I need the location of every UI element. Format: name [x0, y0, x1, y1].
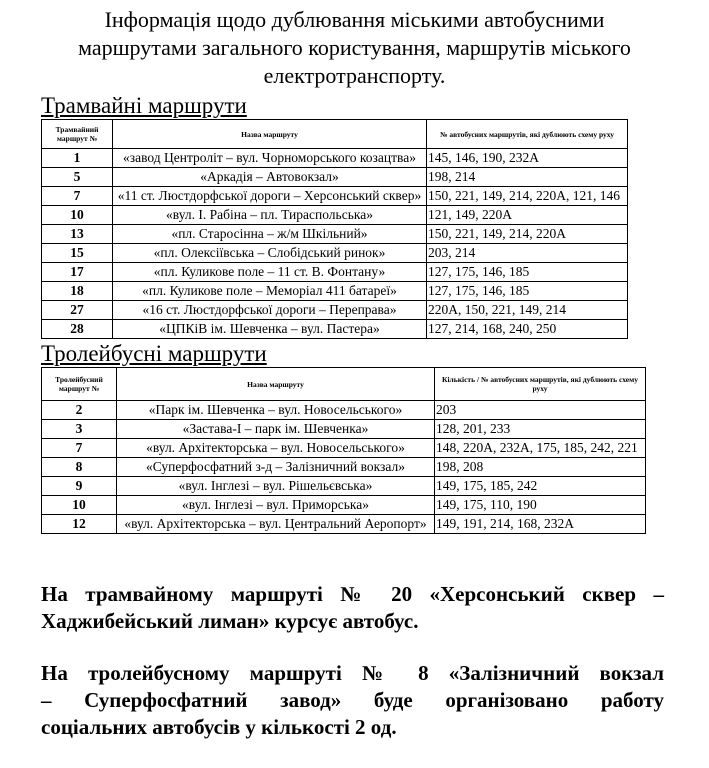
bus-routes-cell: 220А, 150, 221, 149, 214 — [427, 301, 628, 320]
tram-routes-table — [41, 119, 628, 339]
notice-line: На трамвайному маршруті № 20 «Херсонський сквер – — [41, 582, 664, 606]
route-number-cell: 18 — [42, 282, 113, 301]
route-number-cell: 10 — [42, 206, 113, 225]
route-number-cell: 3 — [42, 420, 117, 439]
table-row — [42, 282, 628, 301]
route-name-cell: «завод Центроліт – вул. Чорноморського козацтва» — [113, 149, 427, 168]
route-name-cell: «Суперфосфатний з-д – Залізничний вокзал» — [117, 458, 435, 477]
table-row — [42, 225, 628, 244]
bus-routes-cell: 149, 191, 214, 168, 232А — [435, 515, 646, 534]
notice-line: На тролейбусному маршруті № 8 «Залізничний вокзал — [41, 661, 664, 685]
bus-routes-cell: 203 — [435, 401, 646, 420]
table-row — [42, 401, 646, 420]
bus-routes-cell: 121, 149, 220А — [427, 206, 628, 225]
route-number-cell: 27 — [42, 301, 113, 320]
trolley-route-8-notice — [41, 660, 664, 741]
route-number-cell: 5 — [42, 168, 113, 187]
title-line: електротранспорту. — [263, 63, 446, 88]
route-number-cell: 17 — [42, 263, 113, 282]
table-row — [42, 206, 628, 225]
col-header-bus-routes: Кількість / № автобусних маршрутів, які дублюють схему руху — [435, 368, 646, 401]
route-name-cell: «пл. Старосінна – ж/м Шкільний» — [113, 225, 427, 244]
table-header-row — [42, 368, 646, 401]
route-number-cell: 15 — [42, 244, 113, 263]
route-name-cell: «вул. Архітекторська – вул. Новосельського» — [117, 439, 435, 458]
route-name-cell: «вул. І. Рабіна – пл. Тираспольська» — [113, 206, 427, 225]
col-header-route-number: Тролейбусний маршрут № — [42, 368, 117, 401]
bus-routes-cell: 145, 146, 190, 232А — [427, 149, 628, 168]
route-number-cell: 2 — [42, 401, 117, 420]
trolley-table-body — [42, 401, 646, 534]
notice-line: Хаджибейський лиман» курсує автобус. — [41, 609, 419, 633]
table-row — [42, 263, 628, 282]
bus-routes-cell: 148, 220А, 232А, 175, 185, 242, 221 — [435, 439, 646, 458]
route-number-cell: 1 — [42, 149, 113, 168]
table-row — [42, 496, 646, 515]
route-name-cell: «пл. Олексіївська – Слобідський ринок» — [113, 244, 427, 263]
table-header-row — [42, 120, 628, 149]
table-row — [42, 420, 646, 439]
route-name-cell: «вул. Інглезі – вул. Рішельєвська» — [117, 477, 435, 496]
notice-line: – Суперфосфатний завод» буде організовано работу — [41, 688, 664, 712]
bus-routes-cell: 150, 221, 149, 214, 220А — [427, 225, 628, 244]
route-name-cell: «Парк ім. Шевченка – вул. Новосельського» — [117, 401, 435, 420]
route-name-cell: «16 ст. Люстдорфської дороги – Переправа» — [113, 301, 427, 320]
table-row — [42, 244, 628, 263]
route-number-cell: 8 — [42, 458, 117, 477]
col-header-route-name: Назва маршруту — [113, 120, 427, 149]
bus-routes-cell: 127, 175, 146, 185 — [427, 282, 628, 301]
table-row — [42, 301, 628, 320]
tram-route-20-notice — [41, 581, 664, 635]
route-number-cell: 13 — [42, 225, 113, 244]
table-row — [42, 439, 646, 458]
route-name-cell: «пл. Куликове поле – 11 ст. В. Фонтану» — [113, 263, 427, 282]
table-row — [42, 477, 646, 496]
table-row — [42, 320, 628, 339]
col-header-route-name: Назва маршруту — [117, 368, 435, 401]
bus-routes-cell: 127, 175, 146, 185 — [427, 263, 628, 282]
bus-routes-cell: 198, 208 — [435, 458, 646, 477]
title-line: маршрутами загального користування, маршрутів міського — [78, 35, 631, 60]
tram-table-body — [42, 149, 628, 339]
table-row — [42, 458, 646, 477]
bus-routes-cell: 149, 175, 185, 242 — [435, 477, 646, 496]
bus-routes-cell: 198, 214 — [427, 168, 628, 187]
route-name-cell: «вул. Інглезі – вул. Приморська» — [117, 496, 435, 515]
table-row — [42, 168, 628, 187]
route-number-cell: 28 — [42, 320, 113, 339]
table-row — [42, 187, 628, 206]
col-header-route-number: Трамвайний маршрут № — [42, 120, 113, 149]
route-number-cell: 7 — [42, 187, 113, 206]
bus-routes-cell: 127, 214, 168, 240, 250 — [427, 320, 628, 339]
trolley-section-heading: Тролейбусні маршрути — [41, 341, 267, 366]
route-number-cell: 10 — [42, 496, 117, 515]
title-line: Інформація щодо дублювання міськими автобусними — [104, 7, 605, 32]
route-name-cell: «вул. Архітекторська – вул. Центральний Аеропорт» — [117, 515, 435, 534]
route-number-cell: 9 — [42, 477, 117, 496]
route-name-cell: «Аркадія – Автовокзал» — [113, 168, 427, 187]
route-number-cell: 7 — [42, 439, 117, 458]
document-title — [0, 6, 709, 90]
trolley-routes-table — [41, 367, 646, 534]
route-name-cell: «ЦПКіВ ім. Шевченка – вул. Пастера» — [113, 320, 427, 339]
bus-routes-cell: 149, 175, 110, 190 — [435, 496, 646, 515]
route-name-cell: «пл. Куликове поле – Меморіал 411 батареї» — [113, 282, 427, 301]
col-header-bus-routes: № автобусних маршрутів, які дублюють схему руху — [427, 120, 628, 149]
bus-routes-cell: 150, 221, 149, 214, 220А, 121, 146 — [427, 187, 628, 206]
route-name-cell: «11 ст. Люстдорфської дороги – Херсонський сквер» — [113, 187, 427, 206]
table-row — [42, 515, 646, 534]
bus-routes-cell: 128, 201, 233 — [435, 420, 646, 439]
route-number-cell: 12 — [42, 515, 117, 534]
route-name-cell: «Застава-І – парк ім. Шевченка» — [117, 420, 435, 439]
notice-line: соціальних автобусів у кількості 2 од. — [41, 715, 397, 739]
tram-section-heading: Трамвайні маршрути — [41, 93, 247, 118]
bus-routes-cell: 203, 214 — [427, 244, 628, 263]
table-row — [42, 149, 628, 168]
